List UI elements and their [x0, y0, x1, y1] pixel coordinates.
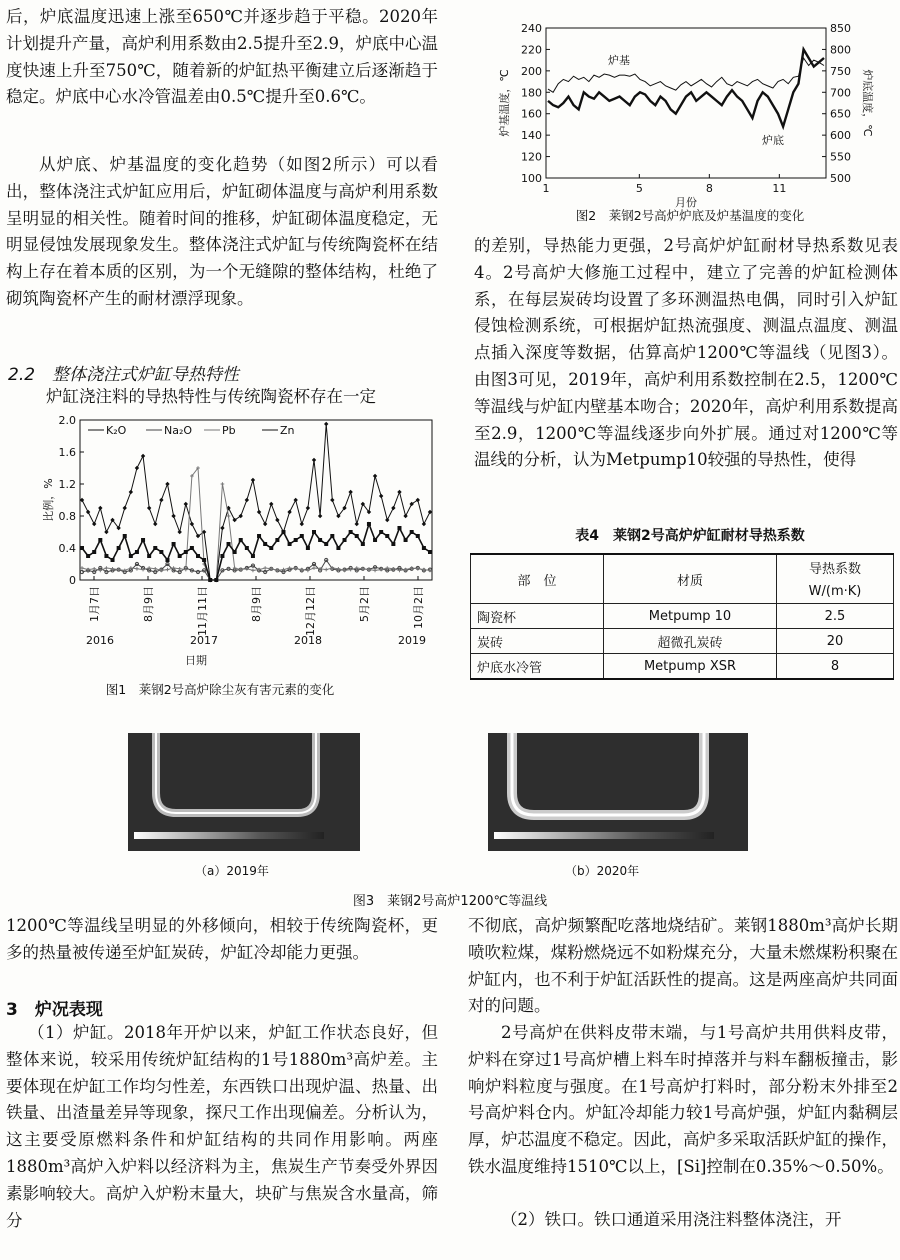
- data-point: [245, 546, 249, 550]
- data-point: [190, 522, 194, 526]
- data-point: [397, 526, 401, 530]
- data-point: [190, 546, 194, 550]
- data-point: [171, 514, 175, 518]
- y-axis-label-left: 炉基温度，℃: [498, 69, 511, 137]
- y-tick-label: 1.2: [58, 478, 76, 491]
- data-point: [257, 534, 261, 538]
- figure-3-caption: 图3 莱钢2号高炉1200℃等温线: [352, 894, 548, 909]
- data-point: [227, 514, 231, 518]
- data-point: [293, 498, 297, 502]
- data-point: [391, 506, 395, 510]
- data-point: [385, 518, 389, 522]
- y-tick-label-right: 500: [830, 172, 851, 185]
- x-tick-label: 8月9日: [250, 586, 263, 622]
- data-point: [86, 554, 90, 558]
- legend-label: Na₂O: [164, 424, 193, 437]
- y-tick-label-left: 220: [521, 43, 542, 57]
- paragraph-2-2: 炉缸浇注料的导热特性与传统陶瓷杯存在一定: [46, 387, 376, 406]
- year-label: 2019: [398, 634, 426, 647]
- x-tick-label: 5: [635, 182, 643, 195]
- data-point: [324, 568, 328, 572]
- data-point: [153, 567, 157, 571]
- data-point: [349, 530, 353, 534]
- data-point: [355, 534, 359, 538]
- table-cell: 炭砖: [471, 629, 604, 654]
- data-point: [92, 522, 96, 526]
- data-point: [220, 554, 224, 558]
- series-line: [548, 49, 824, 126]
- data-point: [177, 530, 181, 534]
- data-point: [403, 514, 407, 518]
- year-label: 2016: [86, 634, 114, 647]
- data-point: [263, 542, 267, 546]
- series-line: [82, 524, 430, 580]
- data-point: [306, 506, 310, 510]
- paragraph-bottom-temp: 后，炉底温度迅速上涨至650℃并逐步趋于平稳。2020年计划提升产量，高炉利用系数由2.5提升至2.9，炉底中心温度快速上升至750℃，随着新的炉缸热平衡建立后逐渐趋于稳定。炉底中心水冷管温差由0.5℃提升至0.6℃。: [6, 7, 438, 107]
- data-point: [422, 522, 426, 526]
- data-point: [129, 490, 133, 494]
- x-tick-label: 10月2日: [412, 586, 425, 629]
- figure-3b-caption: （b）2020年: [565, 864, 640, 878]
- data-point: [135, 567, 139, 571]
- data-point: [104, 530, 108, 534]
- data-point: [135, 550, 139, 554]
- x-tick-label: 11: [772, 182, 787, 195]
- data-point: [80, 566, 84, 570]
- data-point: [355, 522, 359, 526]
- table-cell: 8: [777, 654, 894, 680]
- paragraph-belt: 2号高炉在供料皮带末端，与1号高炉共用供料皮带，炉料在穿过1号高炉槽上料车时掉落并与料车翻板撞击，影响炉料粒度与强度。在1号高炉打料时，部分粉末外排至2号高炉料仓内。炉缸冷却能力较1号高炉强，炉缸内黏稠层厚，炉芯温度不稳定。因此，高炉多采取活跃炉缸的操作，铁水温度维持1510℃以上，[Si]控制在0.35%～0.50%。: [468, 1023, 898, 1176]
- y-tick-label-right: 700: [830, 86, 851, 100]
- table-header-unit: W/(m·K): [777, 579, 894, 604]
- table-cell: 20: [777, 629, 894, 654]
- table-4: [470, 553, 894, 680]
- table-cell: Metpump 10: [604, 604, 777, 629]
- table-cell: 超微孔炭砖: [604, 629, 777, 654]
- isotherm-image-2020: [488, 733, 748, 851]
- data-point: [336, 546, 340, 550]
- data-point: [385, 534, 389, 538]
- table-header-part: 部 位: [471, 554, 604, 604]
- data-point: [318, 538, 322, 542]
- data-point: [141, 538, 145, 542]
- data-point: [147, 506, 151, 510]
- data-point: [153, 546, 157, 550]
- figure-2-caption: 图2 莱钢2号高炉炉底及炉基温度的变化: [575, 208, 805, 223]
- data-point: [220, 526, 224, 530]
- y-tick-label-right: 750: [830, 64, 851, 78]
- x-tick-label: 5月2日: [358, 586, 371, 622]
- data-point: [275, 518, 279, 522]
- data-point: [123, 506, 127, 510]
- data-point: [141, 454, 145, 458]
- y-tick-label-left: 140: [521, 129, 542, 143]
- data-point: [373, 569, 377, 573]
- data-point: [147, 554, 151, 558]
- plot-frame: [546, 28, 826, 178]
- color-scale-bar: [494, 832, 714, 839]
- x-tick-label: 8: [705, 182, 713, 195]
- data-point: [178, 567, 182, 571]
- data-point: [135, 466, 139, 470]
- data-point: [98, 506, 102, 510]
- data-point: [373, 474, 377, 478]
- data-point: [92, 567, 96, 571]
- data-point: [233, 550, 237, 554]
- series-line: [82, 424, 430, 580]
- x-axis-label: 月份: [675, 196, 697, 208]
- paragraph-conductivity: 的差别，导热能力更强，2号高炉炉缸耐材导热系数见表4。2号高炉大修施工过程中，建立了完善的炉缸检测体系，在每层炭砖均设置了多环测温热电偶，同时引入炉缸侵蚀检测系统，可根据炉缸热流强度、测温点温度、测温点插入深度等数据，估算高炉1200℃等温线（见图3）。由图3可见，2019年，高炉利用系数控制在2.5，1200℃等温线与炉缸内壁基本吻合；2020年，高炉利用系数提高至2.9，1200℃等温线逐步向外扩展。通过对1200℃等温线的分析，认为Metpump10较强的导热性，使得: [474, 236, 898, 470]
- data-point: [251, 569, 255, 573]
- table-header-conductivity: 导热系数: [777, 554, 894, 579]
- y-tick-label: 0.4: [58, 542, 76, 555]
- y-tick-label: 0: [69, 574, 76, 587]
- table-row: [471, 654, 894, 680]
- data-point: [257, 510, 261, 514]
- data-point: [221, 482, 225, 486]
- y-tick-label-right: 550: [830, 150, 851, 164]
- y-tick-label-left: 100: [521, 172, 542, 185]
- data-point: [208, 578, 212, 582]
- data-point: [86, 510, 90, 514]
- data-point: [379, 494, 383, 498]
- figure-3a-caption: （a）2019年: [195, 864, 269, 878]
- data-point: [288, 542, 292, 546]
- data-point: [153, 522, 157, 526]
- data-point: [422, 546, 426, 550]
- year-label: 2018: [294, 634, 322, 647]
- x-tick-label: 8月9日: [142, 586, 155, 622]
- x-axis-label: 日期: [185, 654, 207, 667]
- table-cell: 2.5: [777, 604, 894, 629]
- y-axis-label: 比例，%: [42, 478, 55, 522]
- table-cell: Metpump XSR: [604, 654, 777, 680]
- data-point: [300, 522, 304, 526]
- section-heading-2-2: 2.2 整体浇注式炉缸导热特性: [8, 365, 240, 385]
- data-point: [312, 530, 316, 534]
- data-point: [287, 510, 291, 514]
- table-cell: 炉底水冷管: [471, 654, 604, 680]
- data-point: [324, 422, 328, 426]
- data-point: [410, 530, 414, 534]
- series-line: [548, 58, 824, 92]
- paragraph-taphole: （2）铁口。铁口通道采用浇注料整体浇注，开: [501, 1210, 842, 1229]
- data-point: [245, 498, 249, 502]
- figure-1-chart: [40, 412, 440, 672]
- data-point: [184, 502, 188, 506]
- table-cell: 陶瓷杯: [471, 604, 604, 629]
- paragraph-coal: 不彻底，高炉频繁配吃落地烧结矿。莱钢1880m³高炉长期喷吹粒煤，煤粉燃烧远不如粉煤充分，大量未燃煤粉积聚在炉缸内，也不利于炉缸活跃性的提高。这是两座高炉共同面对的问题。: [468, 916, 898, 1016]
- data-point: [300, 534, 304, 538]
- y-tick-label-left: 180: [521, 86, 542, 100]
- data-point: [318, 514, 322, 518]
- data-point: [269, 546, 273, 550]
- data-point: [379, 530, 383, 534]
- data-point: [361, 542, 365, 546]
- y-tick-label-left: 240: [521, 22, 542, 35]
- paragraph-hearth: （1）炉缸。2018年开炉以来，炉缸工作状态良好，但整体来说，较采用传统炉缸结构的1号1880m³高炉差。主要体现在炉缸工作均匀性差，东西铁口出现炉温、热量、出铁量、出渣量差异等现象，探尺工作出现偏差。分析认为，这主要受原燃料条件和炉缸结构的共同作用影响。两座1880m³高炉入炉料以经济料为主，焦炭生产节奏受外界因素影响较大。高炉入炉粉末量大，块矿与焦炭含水量高，筛分: [6, 1023, 438, 1230]
- data-point: [92, 550, 96, 554]
- y-tick-label-right: 850: [830, 22, 851, 35]
- y-tick-label: 0.8: [58, 510, 76, 523]
- data-point: [269, 502, 273, 506]
- data-point: [251, 554, 255, 558]
- data-point: [343, 538, 347, 542]
- data-point: [239, 538, 243, 542]
- x-tick-label: 1: [542, 182, 550, 195]
- data-point: [281, 530, 285, 534]
- figure-1-caption: 图1 莱钢2号高炉除尘灰有害元素的变化: [105, 682, 335, 697]
- paragraph-isotherm-shift: 1200℃等温线呈明显的外移倾向，相较于传统陶瓷杯，更多的热量被传递至炉缸炭砖，炉缸冷却能力更强。: [6, 916, 438, 962]
- data-point: [104, 554, 108, 558]
- data-point: [184, 550, 188, 554]
- x-tick-label: 1月7日: [88, 586, 101, 622]
- y-tick-label-left: 200: [521, 64, 542, 78]
- data-point: [397, 490, 401, 494]
- data-point: [324, 542, 328, 546]
- x-tick-label: 12月12日: [304, 586, 317, 636]
- series-label-base: 炉基: [608, 54, 630, 67]
- data-point: [165, 558, 169, 562]
- data-point: [129, 554, 133, 558]
- data-point: [105, 566, 109, 570]
- data-point: [172, 542, 176, 546]
- figure-2-chart: [480, 8, 900, 208]
- data-point: [166, 568, 170, 572]
- data-point: [330, 534, 334, 538]
- isotherm-image-2019: [128, 733, 360, 851]
- y-tick-label-left: 120: [521, 150, 542, 164]
- x-tick-label: 11月11日: [196, 586, 209, 636]
- color-scale-bar: [134, 832, 324, 839]
- legend-label: K₂O: [106, 424, 127, 437]
- data-point: [348, 490, 352, 494]
- data-point: [80, 546, 84, 550]
- y-axis-label-right: 炉底温度，℃: [861, 69, 874, 137]
- data-point: [227, 542, 231, 546]
- data-point: [404, 538, 408, 542]
- data-point: [275, 538, 279, 542]
- data-point: [98, 538, 102, 542]
- data-point: [111, 558, 115, 562]
- paragraph-trend: 从炉底、炉基温度的变化趋势（如图2所示）可以看出，整体浇注式炉缸应用后，炉缸砌体温度与高炉利用系数呈明显的相关性。随着时间的推移，炉缸砌体温度稳定，无明显侵蚀发展现象发生。整体浇注式炉缸与传统陶瓷杯在结构上存在着本质的区别，为一个无缝隙的整体结构，杜绝了砌筑陶瓷杯产生的耐材漂浮现象。: [6, 155, 438, 308]
- y-tick-label-left: 160: [521, 107, 542, 121]
- table-4-title: 表4 莱钢2号高炉炉缸耐材导热系数: [575, 528, 805, 544]
- table-header-material: 材质: [604, 554, 777, 604]
- data-point: [117, 546, 121, 550]
- data-point: [202, 558, 206, 562]
- data-point: [159, 550, 163, 554]
- y-tick-label-right: 600: [830, 129, 851, 143]
- data-point: [251, 478, 255, 482]
- data-point: [391, 542, 395, 546]
- data-point: [416, 534, 420, 538]
- y-tick-label-right: 800: [830, 43, 851, 57]
- data-point: [263, 566, 267, 570]
- legend-label: Zn: [280, 424, 295, 437]
- data-point: [294, 538, 298, 542]
- data-point: [428, 550, 432, 554]
- data-point: [214, 578, 218, 582]
- y-tick-label-right: 650: [830, 107, 851, 121]
- data-point: [330, 498, 334, 502]
- data-point: [312, 458, 316, 462]
- data-point: [367, 522, 371, 526]
- legend-label: Pb: [222, 424, 236, 437]
- year-label: 2017: [190, 634, 218, 647]
- series-label-bottom: 炉底: [762, 134, 784, 147]
- table-row: [471, 629, 894, 654]
- data-point: [196, 554, 200, 558]
- data-point: [123, 534, 127, 538]
- table-row: [471, 604, 894, 629]
- table-header-row: [471, 554, 894, 579]
- data-point: [178, 554, 182, 558]
- data-point: [312, 566, 316, 570]
- data-point: [159, 498, 163, 502]
- data-point: [165, 482, 169, 486]
- data-point: [306, 546, 310, 550]
- y-tick-label: 2.0: [58, 414, 76, 427]
- section-heading-3: 3 炉况表现: [6, 1000, 103, 1020]
- data-point: [263, 522, 267, 526]
- data-point: [373, 538, 377, 542]
- y-tick-label: 1.6: [58, 446, 76, 459]
